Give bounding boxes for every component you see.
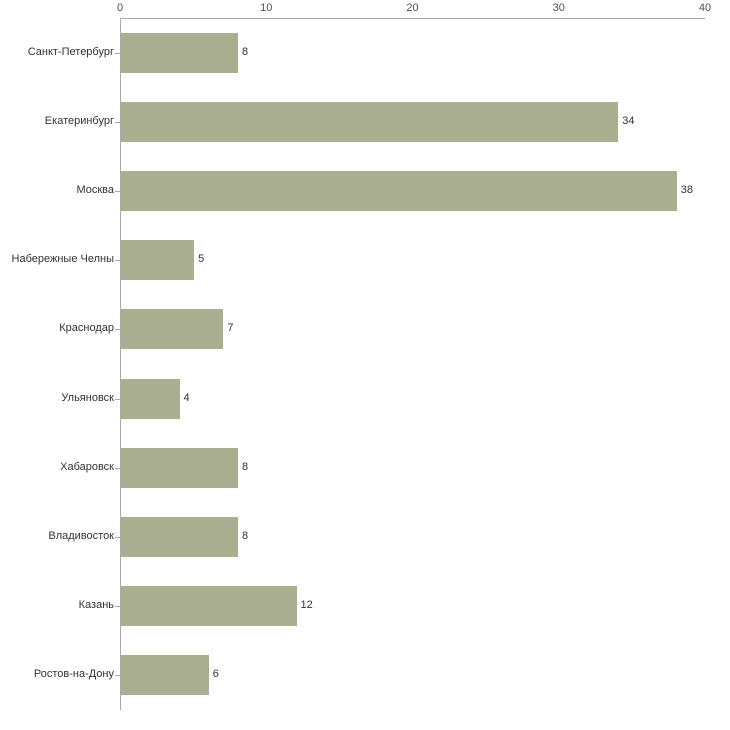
bar-row bbox=[0, 226, 730, 295]
bar[interactable] bbox=[121, 33, 238, 73]
bar-row bbox=[0, 502, 730, 571]
category-label: Казань bbox=[78, 599, 114, 612]
bar-value-label: 6 bbox=[212, 668, 219, 681]
y-tick-mark bbox=[115, 468, 120, 469]
bar-row bbox=[0, 295, 730, 364]
x-tick-label: 10 bbox=[260, 2, 273, 14]
y-tick-mark bbox=[115, 191, 120, 192]
category-label: Хабаровск bbox=[60, 460, 114, 473]
y-tick-mark bbox=[115, 122, 120, 123]
bar-row bbox=[0, 572, 730, 641]
category-label: Екатеринбург bbox=[44, 114, 114, 127]
bar-row bbox=[0, 641, 730, 710]
bar-value-label: 8 bbox=[242, 529, 249, 542]
bar-value-label: 34 bbox=[622, 114, 635, 127]
bar[interactable] bbox=[121, 171, 677, 211]
y-tick-mark bbox=[115, 260, 120, 261]
bar-row bbox=[0, 87, 730, 156]
y-tick-mark bbox=[115, 675, 120, 676]
bar[interactable] bbox=[121, 586, 297, 626]
bar-value-label: 38 bbox=[680, 183, 693, 196]
x-tick-label: 40 bbox=[698, 2, 712, 14]
bar[interactable] bbox=[121, 102, 618, 142]
bar-value-label: 8 bbox=[242, 460, 249, 473]
y-tick-mark bbox=[115, 53, 120, 54]
x-tick-label: 20 bbox=[406, 2, 419, 14]
bar[interactable] bbox=[121, 655, 209, 695]
bar-row bbox=[0, 18, 730, 87]
category-label: Набережные Челны bbox=[11, 253, 114, 266]
category-label: Санкт-Петербург bbox=[27, 45, 114, 58]
bar[interactable] bbox=[121, 240, 194, 280]
bar[interactable] bbox=[121, 309, 223, 349]
bar-value-label: 5 bbox=[198, 253, 205, 266]
x-tick-label: 0 bbox=[116, 2, 124, 14]
bar-value-label: 7 bbox=[227, 322, 234, 335]
y-tick-mark bbox=[115, 399, 120, 400]
bar[interactable] bbox=[121, 517, 238, 557]
x-tick-label: 30 bbox=[552, 2, 565, 14]
y-tick-mark bbox=[115, 329, 120, 330]
bar-row bbox=[0, 156, 730, 225]
bar-value-label: 4 bbox=[183, 391, 190, 404]
bar[interactable] bbox=[121, 379, 180, 419]
category-label: Владивосток bbox=[48, 529, 114, 542]
bar-row bbox=[0, 433, 730, 502]
bar-value-label: 12 bbox=[300, 599, 313, 612]
bar[interactable] bbox=[121, 448, 238, 488]
category-label: Ульяновск bbox=[61, 391, 114, 404]
bar-value-label: 8 bbox=[242, 45, 249, 58]
category-label: Краснодар bbox=[59, 322, 114, 335]
y-tick-mark bbox=[115, 606, 120, 607]
y-tick-mark bbox=[115, 537, 120, 538]
category-label: Москва bbox=[76, 183, 114, 196]
category-label: Ростов-на-Дону bbox=[33, 668, 114, 681]
bar-row bbox=[0, 364, 730, 433]
